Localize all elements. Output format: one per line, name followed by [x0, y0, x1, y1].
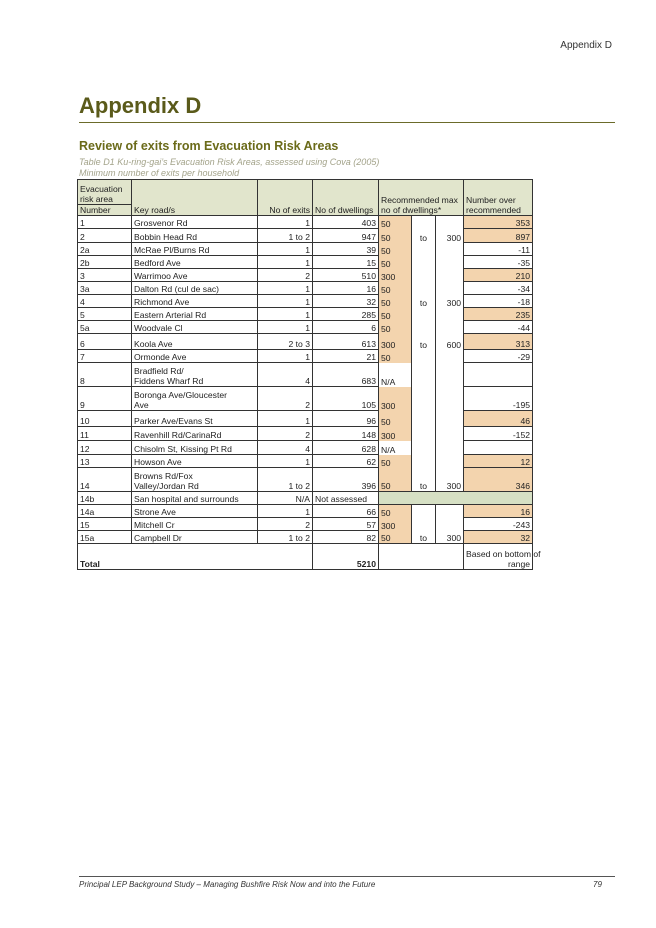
cell-number: 14: [78, 468, 132, 492]
cell-recommended-to: [412, 321, 436, 334]
cell-road: Strone Ave: [132, 505, 258, 518]
cell-number: 1: [78, 216, 132, 229]
cell-number-over: [464, 363, 533, 387]
cell-dwellings: 66: [313, 505, 379, 518]
cell-exits: 4: [258, 363, 313, 387]
cell-number-over: 353: [464, 216, 533, 229]
cell-recommended-max: 300: [436, 531, 464, 544]
cell-recommended-max: 300: [436, 295, 464, 308]
total-note: [464, 544, 541, 570]
cell-road: Howson Ave: [132, 455, 258, 468]
header-number: Number: [80, 205, 111, 215]
cell-number-over: 16: [464, 505, 533, 518]
cell-number-over: 346: [464, 468, 533, 492]
cell-number: 12: [78, 441, 132, 455]
cell-road: Warrimoo Ave: [132, 269, 258, 282]
header-road: Key road/s: [132, 180, 258, 216]
header-exits: No of exits: [258, 180, 313, 216]
cell-road-line1: Browns Rd/Fox: [134, 471, 193, 481]
table-row: [78, 269, 533, 282]
cell-exits: 1: [258, 295, 313, 308]
cell-number-over: 32: [464, 531, 533, 544]
cell-dwellings: 613: [313, 334, 379, 350]
header-dwellings: No of dwellings: [313, 180, 379, 216]
table-row: [78, 518, 533, 531]
cell-number-over: -35: [464, 256, 533, 269]
cell-road: Campbell Dr: [132, 531, 258, 544]
cell-recommended-max: [436, 282, 464, 295]
cell-recommended-to: [412, 387, 436, 411]
cell-exits: N/A: [258, 492, 313, 505]
cell-road: Koola Ave: [132, 334, 258, 350]
cell-road-line2: Fiddens Wharf Rd: [134, 376, 204, 386]
cell-number: 2a: [78, 243, 132, 256]
table-row: [78, 531, 533, 544]
cell-dwellings: 96: [313, 411, 379, 427]
table-row: [78, 334, 533, 350]
cell-dwellings-note: Not assessed: [313, 492, 379, 505]
cell-exits: 1 to 2: [258, 468, 313, 492]
cell-recommended-max: [436, 269, 464, 282]
cell-number-over: -44: [464, 321, 533, 334]
cell-exits: 1: [258, 350, 313, 363]
cell-road: Ormonde Ave: [132, 350, 258, 363]
cell-recommended-min: 50: [379, 256, 412, 269]
cell-recommended-max: [436, 427, 464, 441]
cell-recommended-to: [412, 505, 436, 518]
cell-number-over: -34: [464, 282, 533, 295]
cell-recommended-max: [436, 243, 464, 256]
cell-recommended-max: [436, 363, 464, 387]
cell-recommended-to: to: [412, 295, 436, 308]
cell-road: Richmond Ave: [132, 295, 258, 308]
table-row: [78, 455, 533, 468]
cell-number: 14a: [78, 505, 132, 518]
cell-road: Woodvale Cl: [132, 321, 258, 334]
cell-exits: 1: [258, 256, 313, 269]
total-blank: [379, 544, 464, 570]
cell-road: McRae Pl/Burns Rd: [132, 243, 258, 256]
cell-recommended-to: [412, 243, 436, 256]
cell-exits: 1: [258, 282, 313, 295]
cell-number: 4: [78, 295, 132, 308]
cell-number: 3a: [78, 282, 132, 295]
cell-recommended-to: [412, 427, 436, 441]
cell-recommended-min: 50: [379, 282, 412, 295]
table-subcaption: Minimum number of exits per household: [79, 168, 240, 178]
cell-recommended-min: 50: [379, 229, 412, 243]
cell-recommended-max: [436, 455, 464, 468]
table-row: [78, 256, 533, 269]
cell-dwellings: 15: [313, 256, 379, 269]
cell-road: [132, 363, 258, 387]
cell-exits: 2: [258, 518, 313, 531]
cell-recommended-min: 50: [379, 243, 412, 256]
cell-road: Ravenhill Rd/CarinaRd: [132, 427, 258, 441]
cell-dwellings: 683: [313, 363, 379, 387]
cell-exits: 1: [258, 505, 313, 518]
cell-recommended-min: 300: [379, 387, 412, 411]
cell-recommended-min: 50: [379, 468, 412, 492]
cell-recommended-to: [412, 455, 436, 468]
cell-number-over: -18: [464, 295, 533, 308]
cell-recommended-min: 50: [379, 505, 412, 518]
cell-recommended-max: 300: [436, 229, 464, 243]
cell-dwellings: 403: [313, 216, 379, 229]
table-row: [78, 282, 533, 295]
header-area-group: [78, 180, 132, 216]
cell-recommended-max: [436, 216, 464, 229]
cell-dwellings: 62: [313, 455, 379, 468]
cell-number: 15a: [78, 531, 132, 544]
cell-recommended-min: 50: [379, 350, 412, 363]
cell-number-over: 210: [464, 269, 533, 282]
section-heading: Review of exits from Evacuation Risk Areas: [79, 139, 339, 153]
cell-recommended-to: to: [412, 531, 436, 544]
running-header: Appendix D: [560, 40, 612, 51]
evacuation-table: [77, 179, 541, 570]
cell-recommended-min: N/A: [379, 363, 412, 387]
cell-number: 3: [78, 269, 132, 282]
cell-recommended-min: 300: [379, 269, 412, 282]
cell-recommended-min: 50: [379, 455, 412, 468]
cell-dwellings: 947: [313, 229, 379, 243]
cell-exits: 1: [258, 308, 313, 321]
table-body: [78, 216, 541, 570]
cell-number: 11: [78, 427, 132, 441]
cell-recommended-min: 50: [379, 531, 412, 544]
footer-rule: [79, 876, 615, 877]
cell-recommended-min: 300: [379, 427, 412, 441]
cell-number-over: -152: [464, 427, 533, 441]
cell-recommended-blank: [379, 492, 533, 505]
cell-number: 14b: [78, 492, 132, 505]
cell-recommended-min: 300: [379, 334, 412, 350]
cell-exits: 1 to 2: [258, 229, 313, 243]
cell-dwellings: 32: [313, 295, 379, 308]
cell-recommended-max: 300: [436, 468, 464, 492]
cell-road: [132, 468, 258, 492]
cell-recommended-max: [436, 505, 464, 518]
cell-exits: 1: [258, 321, 313, 334]
cell-road: Dalton Rd (cul de sac): [132, 282, 258, 295]
cell-recommended-min: 50: [379, 295, 412, 308]
header-over: Number over recommended: [464, 180, 533, 216]
cell-exits: 1: [258, 216, 313, 229]
cell-exits: 1: [258, 455, 313, 468]
cell-recommended-to: [412, 269, 436, 282]
cell-number: 5: [78, 308, 132, 321]
cell-number: 6: [78, 334, 132, 350]
table-row: [78, 216, 533, 229]
cell-dwellings: 39: [313, 243, 379, 256]
cell-recommended-to: [412, 350, 436, 363]
cell-recommended-to: [412, 282, 436, 295]
cell-exits: 2 to 3: [258, 334, 313, 350]
cell-road: San hospital and surrounds: [132, 492, 258, 505]
table-row: [78, 387, 533, 411]
cell-exits: 2: [258, 387, 313, 411]
cell-road: Eastern Arterial Rd: [132, 308, 258, 321]
cell-recommended-max: [436, 256, 464, 269]
cell-recommended-max: [436, 441, 464, 455]
table-caption: Table D1 Ku-ring-gai’s Evacuation Risk Areas, assessed using Cova (2005): [79, 157, 380, 167]
cell-number-over: [464, 441, 533, 455]
cell-recommended-to: [412, 518, 436, 531]
cell-exits: 2: [258, 427, 313, 441]
cell-dwellings: 396: [313, 468, 379, 492]
table-row: [78, 505, 533, 518]
cell-exits: 1: [258, 243, 313, 256]
cell-number: 5a: [78, 321, 132, 334]
cell-number-over: -195: [464, 387, 533, 411]
cell-exits: 1 to 2: [258, 531, 313, 544]
total-note-line2: range: [508, 559, 531, 569]
cell-recommended-max: [436, 308, 464, 321]
cell-recommended-min: 50: [379, 308, 412, 321]
cell-number-over: 12: [464, 455, 533, 468]
cell-dwellings: 285: [313, 308, 379, 321]
cell-road: Bedford Ave: [132, 256, 258, 269]
cell-recommended-max: 600: [436, 334, 464, 350]
total-note-line1: Based on bottom of: [466, 549, 541, 559]
table-row: [78, 350, 533, 363]
table-row: [78, 243, 533, 256]
cell-recommended-to: [412, 441, 436, 455]
cell-exits: 2: [258, 269, 313, 282]
header-area-label: Evacuation risk area: [78, 184, 131, 205]
cell-number-over: 897: [464, 229, 533, 243]
cell-recommended-max: [436, 350, 464, 363]
cell-number: 10: [78, 411, 132, 427]
cell-exits: 4: [258, 441, 313, 455]
cell-recommended-min: 50: [379, 216, 412, 229]
footer-title: Principal LEP Background Study – Managing Bushfire Risk Now and into the Future: [79, 880, 376, 889]
cell-number: 2b: [78, 256, 132, 269]
cell-number: 13: [78, 455, 132, 468]
cell-recommended-to: [412, 256, 436, 269]
cell-road: [132, 387, 258, 411]
cell-road: Chisolm St, Kissing Pt Rd: [132, 441, 258, 455]
cell-recommended-to: [412, 308, 436, 321]
cell-road: Parker Ave/Evans St: [132, 411, 258, 427]
total-row: [78, 544, 533, 570]
cell-number-over: -11: [464, 243, 533, 256]
cell-dwellings: 628: [313, 441, 379, 455]
cell-number: 8: [78, 363, 132, 387]
cell-number-over: 313: [464, 334, 533, 350]
header-recommended: Recommended max no of dwellings*: [379, 180, 464, 216]
table-row: [78, 295, 533, 308]
cell-recommended-max: [436, 411, 464, 427]
cell-recommended-to: [412, 363, 436, 387]
table-row: [78, 321, 533, 334]
table-row: [78, 363, 533, 387]
page-number: 79: [593, 880, 602, 889]
cell-number: 15: [78, 518, 132, 531]
cell-road-line2: Ave: [134, 400, 149, 410]
cell-number-over: -243: [464, 518, 533, 531]
cell-dwellings: 21: [313, 350, 379, 363]
cell-number: 9: [78, 387, 132, 411]
cell-recommended-to: to: [412, 334, 436, 350]
total-label: Total: [78, 544, 313, 570]
cell-dwellings: 6: [313, 321, 379, 334]
cell-recommended-to: to: [412, 229, 436, 243]
cell-number-over: 46: [464, 411, 533, 427]
cell-recommended-to: [412, 216, 436, 229]
cell-number: 2: [78, 229, 132, 243]
cell-number-over: -29: [464, 350, 533, 363]
cell-recommended-to: to: [412, 468, 436, 492]
cell-recommended-max: [436, 321, 464, 334]
table-row: [78, 441, 533, 455]
cell-exits: 1: [258, 411, 313, 427]
cell-dwellings: 82: [313, 531, 379, 544]
table-row: [78, 427, 533, 441]
cell-recommended-max: [436, 518, 464, 531]
table-row: [78, 229, 533, 243]
table-row: [78, 492, 533, 505]
cell-recommended-min: 50: [379, 321, 412, 334]
cell-number-over: 235: [464, 308, 533, 321]
cell-road-line1: Bradfield Rd/: [134, 366, 184, 376]
cell-dwellings: 510: [313, 269, 379, 282]
cell-recommended-min: 300: [379, 518, 412, 531]
cell-number: 7: [78, 350, 132, 363]
cell-recommended-to: [412, 411, 436, 427]
table-row: [78, 468, 533, 492]
cell-road-line1: Boronga Ave/Gloucester: [134, 390, 227, 400]
cell-dwellings: 57: [313, 518, 379, 531]
cell-dwellings: 16: [313, 282, 379, 295]
table-row: [78, 411, 533, 427]
title-rule: [79, 122, 615, 123]
cell-recommended-min: 50: [379, 411, 412, 427]
cell-road-line2: Valley/Jordan Rd: [134, 481, 199, 491]
cell-recommended-max: [436, 387, 464, 411]
cell-road: Bobbin Head Rd: [132, 229, 258, 243]
cell-dwellings: 148: [313, 427, 379, 441]
cell-road: Mitchell Cr: [132, 518, 258, 531]
table-row: [78, 308, 533, 321]
page-title: Appendix D: [79, 93, 202, 118]
cell-dwellings: 105: [313, 387, 379, 411]
cell-road: Grosvenor Rd: [132, 216, 258, 229]
total-dwellings: 5210: [313, 544, 379, 570]
cell-recommended-min: N/A: [379, 441, 412, 455]
